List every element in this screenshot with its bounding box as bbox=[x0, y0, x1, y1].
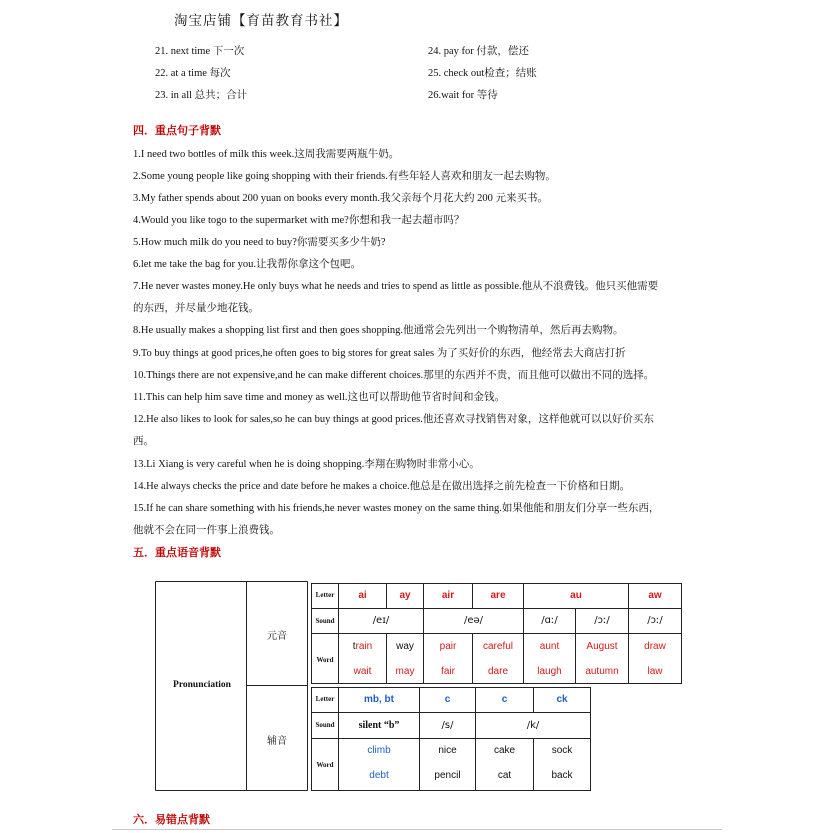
consonant-letter: mb, bt bbox=[364, 694, 394, 705]
sentence-line: 9.To buy things at good prices,he often goes to big stores for great sales 为了买好价的东西，他经常去大商店打折 bbox=[133, 348, 626, 359]
word-cell: cat bbox=[497, 770, 512, 781]
word-row-label: Word bbox=[316, 656, 334, 664]
word-cell: cake bbox=[493, 745, 516, 756]
vowel-letter: ai bbox=[358, 590, 367, 601]
consonant-letter: c bbox=[501, 694, 508, 705]
pronunciation-label: Pronunciation bbox=[173, 680, 231, 690]
word-cell: fair bbox=[441, 666, 455, 677]
section-heading-sentences: 四．重点句子背默 bbox=[133, 124, 221, 137]
shop-title: 淘宝店铺【育苗教育书社】 bbox=[174, 13, 348, 29]
page-divider bbox=[112, 829, 722, 830]
vowel-sound: /eə/ bbox=[463, 615, 484, 626]
vowel-letter: air bbox=[441, 590, 455, 601]
word-cell: climb bbox=[367, 745, 391, 756]
vowel-sound: /eɪ/ bbox=[372, 615, 390, 626]
vocab-item: 26.wait for 等待 bbox=[428, 90, 498, 101]
word-cell: autumn bbox=[585, 666, 619, 677]
word-cell: dare bbox=[487, 666, 508, 677]
sentence-line: 他就不会在同一件事上浪费钱。 bbox=[133, 525, 280, 536]
word-cell: pencil bbox=[434, 770, 461, 781]
word-cell: draw bbox=[644, 641, 666, 652]
section-heading-mistakes: 六．易错点背默 bbox=[133, 813, 210, 826]
vocab-item: 21. next time 下一次 bbox=[155, 46, 245, 57]
word-cell: wait bbox=[353, 666, 372, 677]
word-cell: train bbox=[352, 641, 373, 652]
sentence-line: 14.He always checks the price and date before he makes a choice.他总是在做出选择之前先检查一下价格和日期。 bbox=[133, 481, 631, 492]
sentence-line: 2.Some young people like going shopping with their friends.有些年轻人喜欢和朋友一起去购物。 bbox=[133, 171, 556, 182]
word-cell: pair bbox=[439, 641, 457, 652]
word-cell: nice bbox=[438, 745, 457, 756]
sentence-line: 6.let me take the bag for you.让我帮你拿这个包吧。 bbox=[133, 259, 362, 270]
consonant-letter: c bbox=[444, 694, 451, 705]
sentence-line: 8.He usually makes a shopping list first and then goes shopping.他通常会先列出一个购物清单，然后再去购物。 bbox=[133, 325, 624, 336]
word-cell: laugh bbox=[537, 666, 562, 677]
sentence-line: 西。 bbox=[133, 436, 154, 447]
section-heading-pronunciation: 五．重点语音背默 bbox=[133, 546, 221, 559]
word-cell: debt bbox=[369, 770, 389, 781]
word-cell: sock bbox=[551, 745, 573, 756]
sound-row-label: Sound bbox=[315, 617, 335, 625]
consonants-label: 辅音 bbox=[267, 736, 287, 747]
vowel-sound: /ɑː/ bbox=[541, 615, 558, 626]
sentence-line: 12.He also likes to look for sales,so he can buy things at good prices.他还喜欢寻找销售对象，这样他就可以以好价买东 bbox=[133, 414, 654, 425]
consonant-sound: /s/ bbox=[441, 720, 454, 731]
vocab-item: 25. check out检查；结账 bbox=[428, 68, 537, 79]
sound-row-label: Sound bbox=[315, 721, 335, 729]
word-cell: way bbox=[396, 641, 414, 652]
word-cell: aunt bbox=[539, 641, 560, 652]
vowel-letter: ay bbox=[399, 590, 411, 601]
vowels-label: 元音 bbox=[267, 631, 287, 642]
vowel-letter: aw bbox=[648, 590, 662, 601]
sentence-line: 4.Would you like togo to the supermarket with me?你想和我一起去超市吗？ bbox=[133, 215, 465, 226]
consonant-letter: ck bbox=[556, 694, 568, 705]
word-cell: back bbox=[551, 770, 573, 781]
sentence-line: 13.Li Xiang is very careful when he is doing shopping.李翔在购物时非常小心。 bbox=[133, 459, 480, 470]
word-part: rain bbox=[355, 641, 373, 652]
vowel-letter: are bbox=[490, 590, 506, 601]
letter-row-label: Letter bbox=[315, 695, 335, 703]
vocab-item: 22. at a time 每次 bbox=[155, 68, 231, 79]
word-cell: August bbox=[586, 641, 618, 652]
vowel-sound: /ɔː/ bbox=[647, 615, 663, 626]
vocab-item: 24. pay for 付款，偿还 bbox=[428, 46, 529, 57]
sentence-line: 3.My father spends about 200 yuan on books every month.我父亲每个月花大约 200 元来买书。 bbox=[133, 193, 549, 204]
vocab-item: 23. in all 总共；合计 bbox=[155, 90, 248, 101]
word-row-label: Word bbox=[316, 761, 334, 769]
sentence-line: 1.I need two bottles of milk this week.这周我需要两瓶牛奶。 bbox=[133, 149, 400, 160]
consonant-sound: silent “b” bbox=[358, 720, 400, 731]
word-cell: careful bbox=[482, 641, 513, 652]
sentence-line: 11.This can help him save time and money as well.这也可以帮助他节省时间和金钱。 bbox=[133, 392, 506, 403]
letter-row-label: Letter bbox=[315, 591, 335, 599]
sentence-line: 的东西，并尽量少地花钱。 bbox=[133, 303, 259, 314]
vowel-sound: /ɔː/ bbox=[594, 615, 610, 626]
word-cell: law bbox=[647, 666, 663, 677]
sentence-line: 10.Things there are not expensive,and he can make different choices.那里的东西并不贵，而且他可以做出不同的选择。 bbox=[133, 370, 655, 381]
sentence-line: 5.How much milk do you need to buy?你需要买多少牛奶? bbox=[133, 237, 386, 248]
word-cell: may bbox=[395, 666, 415, 677]
consonant-sound: /k/ bbox=[526, 720, 540, 731]
sentence-line: 15.If he can share something with his friends,he never wastes money on the same thing.如果他能和朋友们分享一些东西， bbox=[133, 503, 660, 514]
sentence-line: 7.He never wastes money.He only buys what he needs and tries to spend as little as possible.他从不浪费钱。他只买他需要 bbox=[133, 281, 659, 292]
vowel-letter: au bbox=[570, 590, 582, 601]
